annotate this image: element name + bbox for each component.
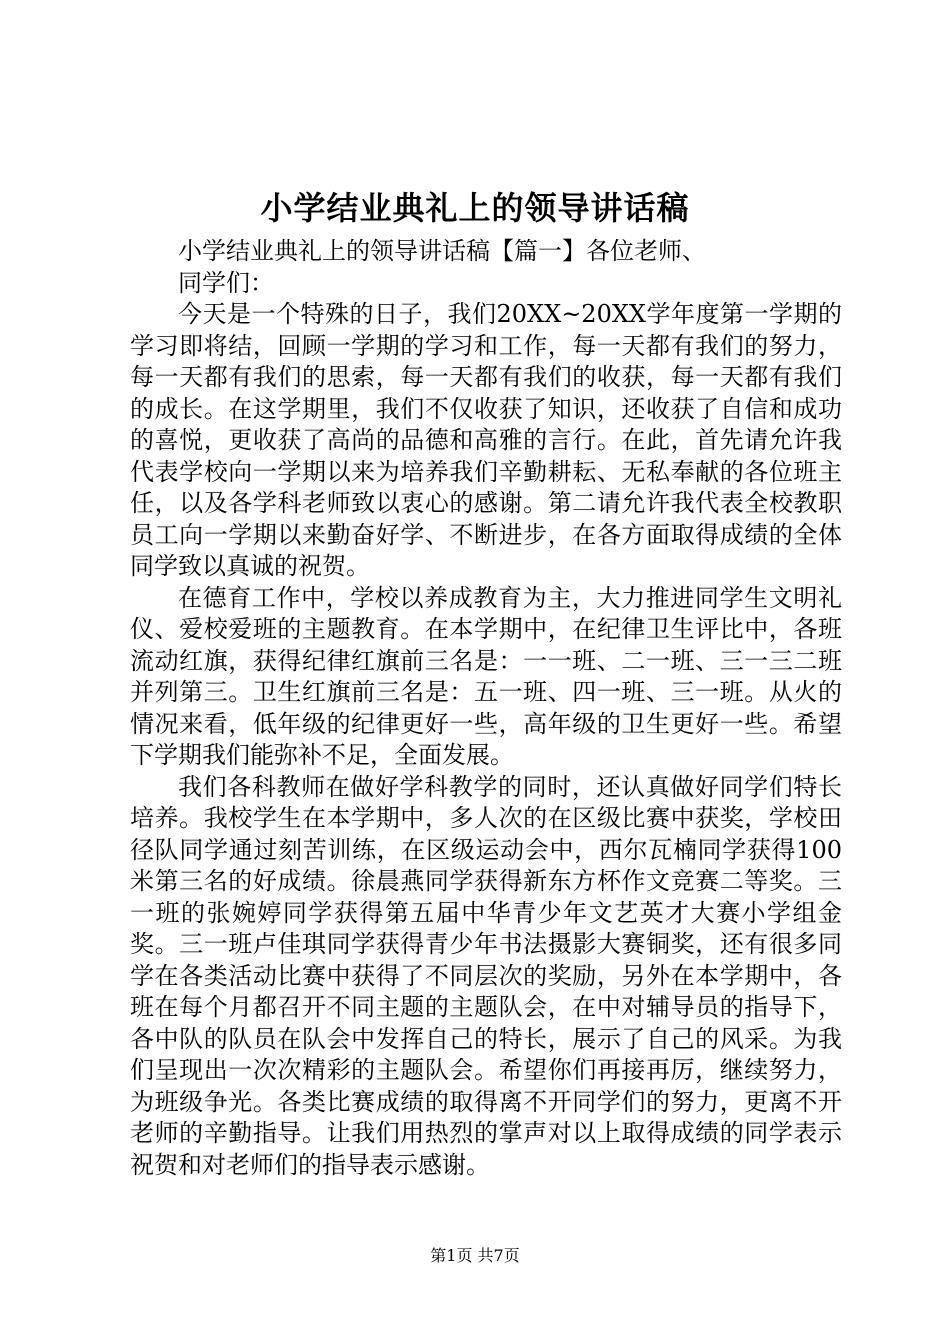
paragraph-body: 今天是一个特殊的日子，我们20XX~20XX学年度第一学期的学习即将结，回顾一学期的学习和工作，每一天都有我们的努力，每一天都有我们的思索，每一天都有我们的收获，每一天都有我们的成长。在这学期里，我们不仅收获了知识，还收获了自信和成功的喜悦，更收获了高尚的品德和高雅的言行。在此，首先请允许我代表学校向一学期以来为培养我们辛勤耕耘、无私奉献的各位班主任，以及各学科老师致以衷心的感谢。第二请允许我代表全校教职员工向一学期以来勤奋好学、不断进步，在各方面取得成绩的全体同学致以真诚的祝贺。 — [130, 300, 842, 580]
paragraph-body: 在德育工作中，学校以养成教育为主，大力推进同学生文明礼仪、爱校爱班的主题教育。在本学期中，在纪律卫生评比中，各班流动红旗，获得纪律红旗前三名是：一一班、二一班、三一三二班并列第三。卫生红旗前三名是：五一班、四一班、三一班。从火的情况来看，低年级的纪律更好一些，高年级的卫生更好一些。希望下学期我们能弥补不足，全面发展。 — [130, 583, 842, 769]
paragraph-salutation: 同学们： — [178, 268, 274, 297]
document-title: 小学结业典礼上的领导讲话稿 — [260, 189, 690, 227]
document-body — [130, 236, 842, 1181]
paragraph-body: 我们各科教师在做好学科教学的同时，还认真做好同学们特长培养。我校学生在本学期中，多人次的在区级比赛中获奖，学校田径队同学通过刻苦训练，在区级运动会中，西尔瓦楠同学获得100米第三名的好成绩。徐晨燕同学获得新东方杯作文竞赛二等奖。三一班的张婉婷同学获得第五届中华青少年文艺英才大赛小学组金奖。三一班卢佳琪同学获得青少年书法摄影大赛铜奖，还有很多同学在各类活动比赛中获得了不同层次的奖励，另外在本学期中，各班在每个月都召开不同主题的主题队会，在中对辅导员的指导下，各中队的队员在队会中发挥自己的特长，展示了自己的风采。为我们呈现出一次次精彩的主题队会。希望你们再接再厉，继续努力，为班级争光。各类比赛成绩的取得离不开同学们的努力，更离不开老师的辛勤指导。让我们用热烈的掌声对以上取得成绩的同学表示祝贺和对老师们的指导表示感谢。 — [130, 772, 842, 1179]
paragraph-heading: 小学结业典礼上的领导讲话稿【篇一】各位老师、 — [178, 237, 706, 265]
page-number: 第1页 共7页 — [430, 1246, 520, 1265]
